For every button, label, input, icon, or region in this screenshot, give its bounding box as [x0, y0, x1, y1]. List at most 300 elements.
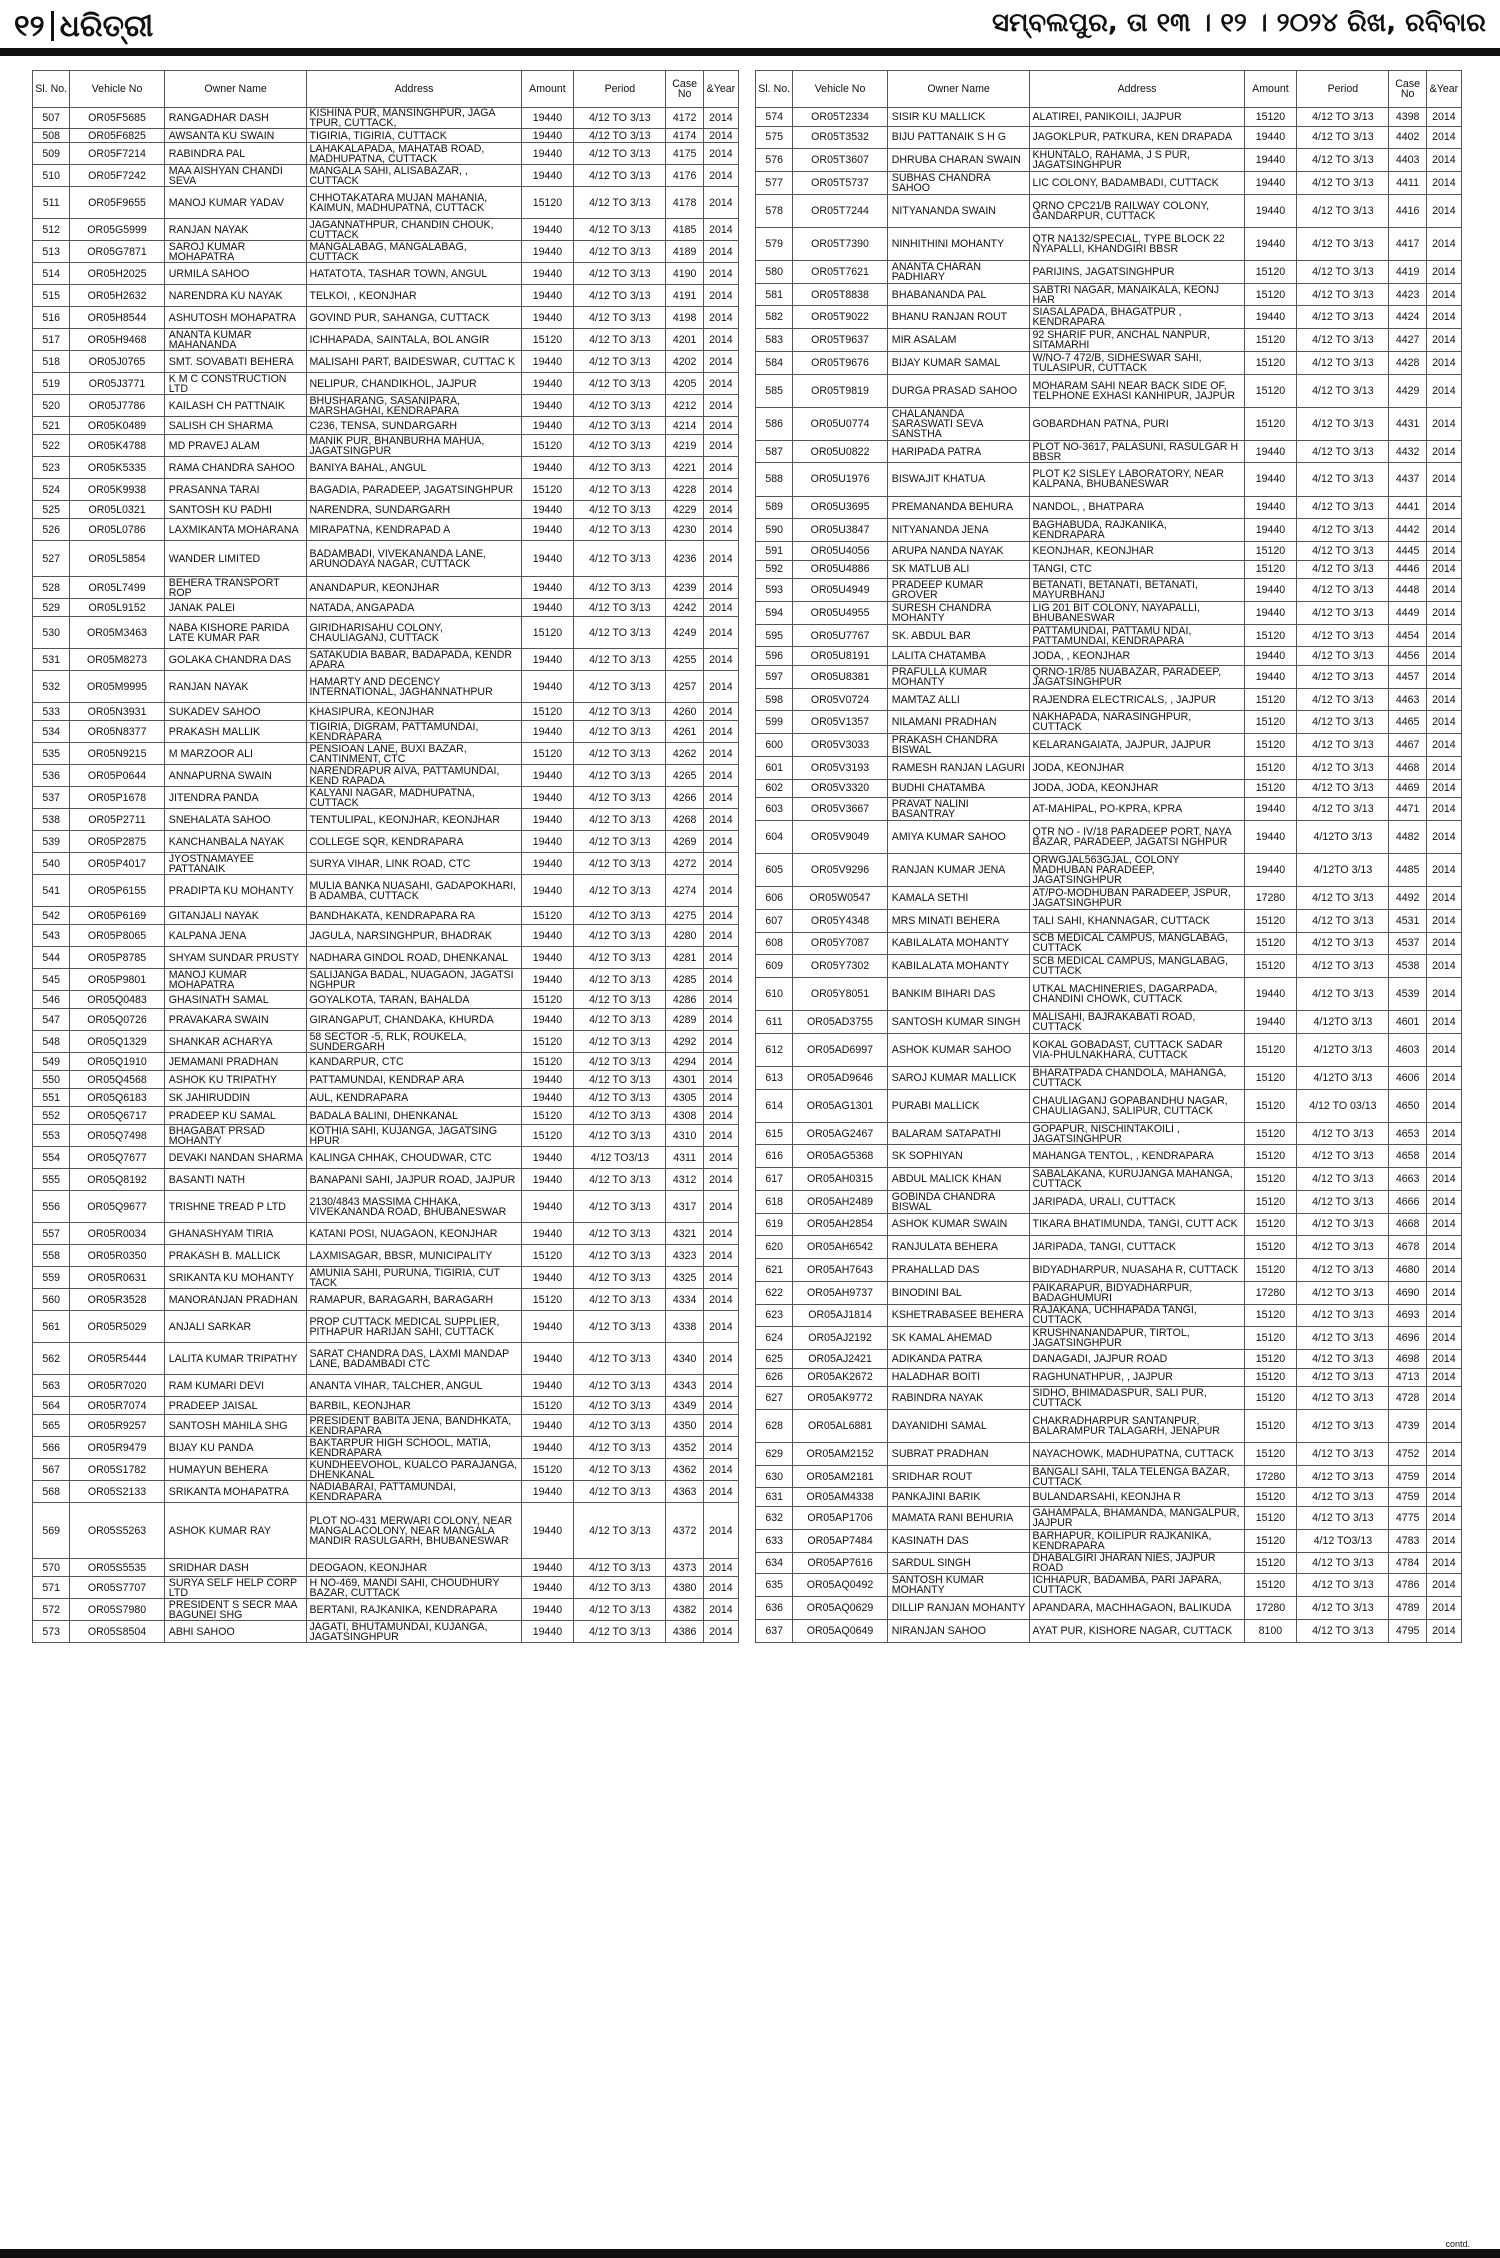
- cell-owner: GOLAKA CHANDRA DAS: [164, 649, 307, 671]
- cell-amount: 15120: [1244, 909, 1297, 932]
- table-row: [33, 219, 739, 241]
- cell-owner: KASINATH DAS: [887, 1529, 1030, 1552]
- table-row: [756, 1596, 1462, 1619]
- table-row: [756, 909, 1462, 932]
- cell-period: 4/12 TO 03/13: [1297, 1089, 1389, 1122]
- cell-year: 2014: [703, 1311, 738, 1343]
- cell-period: 4/12 TO 3/13: [574, 1599, 666, 1621]
- cell-slno: 532: [33, 671, 70, 703]
- cell-owner: SRIDHAR ROUT: [887, 1465, 1030, 1488]
- cell-vehicle: OR05Q1329: [70, 1031, 164, 1053]
- cell-amount: 19440: [521, 765, 574, 787]
- cell-year: 2014: [1426, 1089, 1461, 1122]
- cell-vehicle: OR05K5335: [70, 457, 164, 479]
- cell-address: KISHINA PUR, MANSINGHPUR, JAGA TPUR, CUTTACK,: [307, 108, 521, 129]
- table-row: [33, 1397, 739, 1415]
- cell-caseno: 4323: [666, 1245, 703, 1267]
- table-row: [756, 665, 1462, 688]
- cell-year: 2014: [703, 721, 738, 743]
- cell-vehicle: OR05V3667: [793, 798, 887, 821]
- cell-period: 4/12 TO 3/13: [1297, 283, 1389, 306]
- cell-vehicle: OR05U0774: [793, 407, 887, 440]
- cell-vehicle: OR05AL6881: [793, 1409, 887, 1442]
- cell-address: QRNO-1R/85 NUABAZAR, PARADEEP, JAGATSINGHPUR: [1030, 665, 1244, 688]
- cell-vehicle: OR05M8273: [70, 649, 164, 671]
- cell-address: W/NO-7 472/B, SIDHESWAR SAHI, TULASIPUR, CUTTACK: [1030, 351, 1244, 374]
- cell-caseno: 4198: [666, 307, 703, 329]
- cell-owner: ASHUTOSH MOHAPATRA: [164, 307, 307, 329]
- table-row: [33, 787, 739, 809]
- cell-period: 4/12 TO 3/13: [1297, 407, 1389, 440]
- cell-owner: HARIPADA PATRA: [887, 440, 1030, 463]
- cell-slno: 512: [33, 219, 70, 241]
- cell-slno: 518: [33, 351, 70, 373]
- cell-period: 4/12 TO 3/13: [574, 143, 666, 165]
- cell-slno: 587: [756, 440, 793, 463]
- cell-owner: JANAK PALEI: [164, 599, 307, 617]
- cell-amount: 19440: [1244, 854, 1297, 887]
- cell-year: 2014: [703, 501, 738, 519]
- cell-address: BAKTARPUR HIGH SCHOOL, MATIA, KENDRAPARA: [307, 1437, 521, 1459]
- cell-year: 2014: [703, 991, 738, 1009]
- cell-amount: 15120: [521, 1053, 574, 1071]
- table-row: [33, 875, 739, 907]
- table-row: [33, 1245, 739, 1267]
- cell-year: 2014: [703, 329, 738, 351]
- table-row: [33, 395, 739, 417]
- cell-period: 4/12 TO 3/13: [1297, 1213, 1389, 1236]
- table-row: [33, 1223, 739, 1245]
- cell-slno: 573: [33, 1621, 70, 1643]
- cell-year: 2014: [703, 1343, 738, 1375]
- cell-slno: 556: [33, 1191, 70, 1223]
- cell-slno: 618: [756, 1190, 793, 1213]
- tables-container: [32, 70, 1462, 1643]
- cell-year: 2014: [1426, 108, 1461, 127]
- cell-address: SARAT CHANDRA DAS, LAXMI MANDAP LANE, BADAMBADI CTC: [307, 1343, 521, 1375]
- cell-address: KRUSHNANANDAPUR, TIRTOL, JAGATSINGHPUR: [1030, 1327, 1244, 1350]
- cell-owner: BIJAY KUMAR SAMAL: [887, 351, 1030, 374]
- table-row: [756, 647, 1462, 666]
- cell-amount: 19440: [521, 1437, 574, 1459]
- table-row: [756, 440, 1462, 463]
- cell-caseno: 4398: [1389, 108, 1426, 127]
- cell-caseno: 4467: [1389, 734, 1426, 757]
- cell-caseno: 4340: [666, 1343, 703, 1375]
- cell-vehicle: OR05AM4338: [793, 1488, 887, 1507]
- cell-amount: 15120: [1244, 283, 1297, 306]
- left-table-body: [33, 108, 739, 1643]
- cell-owner: RANJULATA BEHERA: [887, 1236, 1030, 1259]
- cell-period: 4/12 TO 3/13: [574, 1169, 666, 1191]
- cell-owner: LALITA KUMAR TRIPATHY: [164, 1343, 307, 1375]
- cell-address: PARIJINS, JAGATSINGHPUR: [1030, 260, 1244, 283]
- cell-address: NARENDRA, SUNDARGARH: [307, 501, 521, 519]
- cell-vehicle: OR05P1678: [70, 787, 164, 809]
- cell-amount: 19440: [521, 417, 574, 435]
- cell-amount: 15120: [1244, 329, 1297, 352]
- cell-owner: MANORANJAN PRADHAN: [164, 1289, 307, 1311]
- cell-vehicle: OR05AG2467: [793, 1122, 887, 1145]
- cell-period: 4/12 TO 3/13: [1297, 624, 1389, 647]
- table-row: [756, 108, 1462, 127]
- col-period: Period: [574, 71, 666, 108]
- cell-amount: 19440: [521, 925, 574, 947]
- table-row: [756, 1443, 1462, 1466]
- cell-amount: 15120: [1244, 1304, 1297, 1327]
- cell-year: 2014: [1426, 1387, 1461, 1410]
- cell-slno: 551: [33, 1089, 70, 1107]
- table-row: [756, 1122, 1462, 1145]
- table-row: [756, 798, 1462, 821]
- cell-period: 4/12 TO 3/13: [574, 1107, 666, 1125]
- cell-vehicle: OR05AD9646: [793, 1066, 887, 1089]
- cell-caseno: 4312: [666, 1169, 703, 1191]
- cell-slno: 600: [756, 734, 793, 757]
- cell-year: 2014: [703, 373, 738, 395]
- cell-slno: 569: [33, 1503, 70, 1559]
- cell-amount: 19440: [1244, 496, 1297, 519]
- cell-owner: ASHOK KUMAR SAHOO: [887, 1033, 1030, 1066]
- cell-slno: 631: [756, 1488, 793, 1507]
- table-row: [756, 496, 1462, 519]
- cell-amount: 19440: [521, 1375, 574, 1397]
- cell-owner: DHRUBA CHARAN SWAIN: [887, 149, 1030, 172]
- cell-period: 4/12 TO 3/13: [1297, 887, 1389, 910]
- cell-slno: 628: [756, 1409, 793, 1442]
- cell-year: 2014: [1426, 1168, 1461, 1191]
- cell-address: MALISAHI PART, BAIDESWAR, CUTTAC K: [307, 351, 521, 373]
- cell-amount: 19440: [1244, 306, 1297, 329]
- cell-amount: 19440: [521, 263, 574, 285]
- cell-vehicle: OR05AJ1814: [793, 1304, 887, 1327]
- cell-owner: WANDER LIMITED: [164, 541, 307, 577]
- cell-year: 2014: [1426, 260, 1461, 283]
- cell-year: 2014: [1426, 1304, 1461, 1327]
- cell-address: APANDARA, MACHHAGAON, BALIKUDA: [1030, 1596, 1244, 1619]
- cell-slno: 622: [756, 1281, 793, 1304]
- cell-address: BETANATI, BETANATI, BETANATI, MAYURBHANJ: [1030, 579, 1244, 602]
- cell-address: PLOT K2 SISLEY LABORATORY, NEAR KALPANA, BHUBANESWAR: [1030, 463, 1244, 496]
- cell-address: BADAMBADI, VIVEKANANDA LANE, ARUNODAYA NAGAR, CUTTACK: [307, 541, 521, 577]
- cell-caseno: 4469: [1389, 779, 1426, 798]
- cell-vehicle: OR05K9938: [70, 479, 164, 501]
- table-row: [33, 853, 739, 875]
- cell-owner: BEHERA TRANSPORT ROP: [164, 577, 307, 599]
- table-row: [756, 734, 1462, 757]
- cell-amount: 19440: [521, 108, 574, 129]
- cell-slno: 535: [33, 743, 70, 765]
- cell-caseno: 4539: [1389, 978, 1426, 1011]
- cell-address: KUNDHEEVOHOL, KUALCO PARAJANGA, DHENKANAL: [307, 1459, 521, 1481]
- cell-year: 2014: [1426, 1350, 1461, 1369]
- cell-period: 4/12 TO 3/13: [574, 1053, 666, 1071]
- cell-caseno: 4783: [1389, 1529, 1426, 1552]
- cell-vehicle: OR05U3695: [793, 496, 887, 519]
- cell-year: 2014: [703, 907, 738, 925]
- cell-caseno: 4445: [1389, 541, 1426, 560]
- cell-owner: JEMAMANI PRADHAN: [164, 1053, 307, 1071]
- cell-period: 4/12 TO 3/13: [574, 457, 666, 479]
- cell-address: CHHOTAKATARA MUJAN MAHANIA, KAIMUN, MADHUPATNA, CUTTACK: [307, 187, 521, 219]
- cell-address: BARBIL, KEONJHAR: [307, 1397, 521, 1415]
- cell-owner: SK JAHIRUDDIN: [164, 1089, 307, 1107]
- cell-year: 2014: [703, 457, 738, 479]
- table-row: [33, 1169, 739, 1191]
- cell-amount: 15120: [1244, 932, 1297, 955]
- cell-caseno: 4424: [1389, 306, 1426, 329]
- col-year: &Year: [1426, 71, 1461, 108]
- cell-owner: SUBRAT PRADHAN: [887, 1443, 1030, 1466]
- cell-vehicle: OR05U0822: [793, 440, 887, 463]
- cell-period: 4/12 TO 3/13: [1297, 329, 1389, 352]
- cell-caseno: 4752: [1389, 1443, 1426, 1466]
- cell-owner: MIR ASALAM: [887, 329, 1030, 352]
- cell-owner: PRAFULLA KUMAR MOHANTY: [887, 665, 1030, 688]
- cell-year: 2014: [703, 351, 738, 373]
- cell-owner: ANANTA CHARAN PADHIARY: [887, 260, 1030, 283]
- cell-period: 4/12 TO 3/13: [574, 417, 666, 435]
- cell-owner: RANJAN NAYAK: [164, 671, 307, 703]
- cell-year: 2014: [1426, 1327, 1461, 1350]
- cell-owner: RANGADHAR DASH: [164, 108, 307, 129]
- masthead: [14, 6, 1486, 46]
- cell-address: PATTAMUNDAI, PATTAMU NDAI, PATTAMUNDAI, KENDRAPARA: [1030, 624, 1244, 647]
- cell-caseno: 4739: [1389, 1409, 1426, 1442]
- cell-vehicle: OR05Q7498: [70, 1125, 164, 1147]
- cell-period: 4/12TO 3/13: [1297, 1011, 1389, 1034]
- cell-owner: BHABANANDA PAL: [887, 283, 1030, 306]
- cell-amount: 19440: [521, 969, 574, 991]
- cell-slno: 626: [756, 1368, 793, 1387]
- cell-caseno: 4373: [666, 1559, 703, 1577]
- cell-slno: 590: [756, 519, 793, 542]
- cell-amount: 19440: [521, 285, 574, 307]
- cell-address: ICHHAPUR, BADAMBA, PARI JAPARA, CUTTACK: [1030, 1574, 1244, 1597]
- cell-caseno: 4242: [666, 599, 703, 617]
- cell-caseno: 4454: [1389, 624, 1426, 647]
- cell-owner: MANOJ KUMAR MOHAPATRA: [164, 969, 307, 991]
- cell-year: 2014: [1426, 440, 1461, 463]
- cell-amount: 19440: [521, 165, 574, 187]
- cell-caseno: 4229: [666, 501, 703, 519]
- cell-caseno: 4175: [666, 143, 703, 165]
- cell-owner: SANTOSH KUMAR MOHANTY: [887, 1574, 1030, 1597]
- cell-period: 4/12 TO 3/13: [574, 1481, 666, 1503]
- cell-address: MANIK PUR, BHANBURHA MAHUA, JAGATSINGPUR: [307, 435, 521, 457]
- cell-address: QTR NO - IV/18 PARADEEP PORT, NAYA BAZAR, PARADEEP, JAGATSI NGHPUR: [1030, 820, 1244, 853]
- cell-period: 4/12 TO 3/13: [1297, 665, 1389, 688]
- cell-caseno: 4606: [1389, 1066, 1426, 1089]
- cell-year: 2014: [1426, 126, 1461, 149]
- cell-caseno: 4352: [666, 1437, 703, 1459]
- table-row: [756, 1574, 1462, 1597]
- cell-amount: 19440: [1244, 798, 1297, 821]
- cell-amount: 15120: [1244, 1259, 1297, 1282]
- cell-address: 58 SECTOR -5, RLK, ROUKELA, SUNDERGARH: [307, 1031, 521, 1053]
- cell-caseno: 4274: [666, 875, 703, 907]
- cell-slno: 595: [756, 624, 793, 647]
- cell-period: 4/12 TO 3/13: [1297, 172, 1389, 195]
- cell-owner: SHANKAR ACHARYA: [164, 1031, 307, 1053]
- cell-address: BERTANI, RAJKANIKA, KENDRAPARA: [307, 1599, 521, 1621]
- cell-slno: 581: [756, 283, 793, 306]
- cell-period: 4/12 TO 3/13: [574, 1503, 666, 1559]
- cell-address: BIDYADHARPUR, NUASAHA R, CUTTACK: [1030, 1259, 1244, 1282]
- cell-slno: 616: [756, 1145, 793, 1168]
- table-row: [756, 1145, 1462, 1168]
- cell-address: JODA, JODA, KEONJHAR: [1030, 779, 1244, 798]
- cell-amount: 15120: [1244, 1066, 1297, 1089]
- cell-address: QRWGJAL563GJAL, COLONY MADHUBAN PARADEEP, JAGATSINGHPUR: [1030, 854, 1244, 887]
- cell-owner: SAROJ KUMAR MALLICK: [887, 1066, 1030, 1089]
- cell-caseno: 4301: [666, 1071, 703, 1089]
- cell-vehicle: OR05Y7302: [793, 955, 887, 978]
- cell-period: 4/12 TO 3/13: [574, 743, 666, 765]
- cell-year: 2014: [1426, 1619, 1461, 1642]
- cell-period: 4/12 TO 3/13: [1297, 955, 1389, 978]
- cell-slno: 582: [756, 306, 793, 329]
- cell-vehicle: OR05S5535: [70, 1559, 164, 1577]
- cell-amount: 15120: [521, 703, 574, 721]
- table-row: [33, 435, 739, 457]
- cell-address: RAJAKANA, UCHHAPADA TANGI, CUTTACK: [1030, 1304, 1244, 1327]
- table-row: [33, 263, 739, 285]
- cell-period: 4/12 TO 3/13: [574, 787, 666, 809]
- table-row: [756, 779, 1462, 798]
- bottom-rule: [0, 2249, 1500, 2258]
- cell-owner: SRIKANTA KU MOHANTY: [164, 1267, 307, 1289]
- cell-owner: K M C CONSTRUCTION LTD: [164, 373, 307, 395]
- table-row: [33, 1375, 739, 1397]
- table-row: [33, 1267, 739, 1289]
- table-row: [33, 541, 739, 577]
- cell-address: NAYACHOWK, MADHUPATNA, CUTTACK: [1030, 1443, 1244, 1466]
- cell-year: 2014: [703, 809, 738, 831]
- cell-period: 4/12 TO 3/13: [1297, 496, 1389, 519]
- cell-amount: 19440: [1244, 172, 1297, 195]
- cell-year: 2014: [703, 875, 738, 907]
- cell-year: 2014: [703, 479, 738, 501]
- divider: [51, 11, 54, 41]
- cell-year: 2014: [703, 1071, 738, 1089]
- cell-slno: 625: [756, 1350, 793, 1369]
- cell-owner: RANJAN KUMAR JENA: [887, 854, 1030, 887]
- cell-address: BARHAPUR, KOILIPUR RAJKANIKA, KENDRAPARA: [1030, 1529, 1244, 1552]
- cell-owner: BINODINI BAL: [887, 1281, 1030, 1304]
- cell-caseno: 4363: [666, 1481, 703, 1503]
- cell-owner: SISIR KU MALLICK: [887, 108, 1030, 127]
- cell-vehicle: OR05AD6997: [793, 1033, 887, 1066]
- cell-amount: 19440: [521, 307, 574, 329]
- cell-owner: TRISHNE TREAD P LTD: [164, 1191, 307, 1223]
- cell-address: JARIPADA, TANGI, CUTTACK: [1030, 1236, 1244, 1259]
- table-row: [756, 978, 1462, 1011]
- cell-caseno: 4286: [666, 991, 703, 1009]
- cell-owner: MAA AISHYAN CHANDI SEVA: [164, 165, 307, 187]
- cell-slno: 558: [33, 1245, 70, 1267]
- cell-year: 2014: [1426, 1409, 1461, 1442]
- table-row: [756, 601, 1462, 624]
- cell-caseno: 4759: [1389, 1465, 1426, 1488]
- cell-owner: ASHOK KUMAR RAY: [164, 1503, 307, 1559]
- cell-caseno: 4268: [666, 809, 703, 831]
- cell-amount: 19440: [521, 457, 574, 479]
- cell-address: PATTAMUNDAI, KENDRAP ARA: [307, 1071, 521, 1089]
- cell-address: JAGULA, NARSINGHPUR, BHADRAK: [307, 925, 521, 947]
- cell-owner: ABHI SAHOO: [164, 1621, 307, 1643]
- cell-period: 4/12 TO 3/13: [1297, 1281, 1389, 1304]
- table-row: [756, 126, 1462, 149]
- cell-address: AT-MAHIPAL, PO-KPRA, KPRA: [1030, 798, 1244, 821]
- cell-owner: JYOSTNAMAYEE PATTANAIK: [164, 853, 307, 875]
- col-owner: Owner Name: [887, 71, 1030, 108]
- cell-amount: 15120: [521, 991, 574, 1009]
- table-row: [756, 1281, 1462, 1304]
- table-row: [33, 501, 739, 519]
- cell-period: 4/12 TO 3/13: [1297, 798, 1389, 821]
- cell-slno: 627: [756, 1387, 793, 1410]
- cell-slno: 579: [756, 227, 793, 260]
- col-caseno: Case No: [1389, 71, 1426, 108]
- cell-year: 2014: [703, 671, 738, 703]
- cell-caseno: 4437: [1389, 463, 1426, 496]
- cell-slno: 559: [33, 1267, 70, 1289]
- cell-address: TELKOI, , KEONJHAR: [307, 285, 521, 307]
- cell-year: 2014: [703, 129, 738, 143]
- cell-year: 2014: [703, 143, 738, 165]
- table-row: [756, 463, 1462, 496]
- cell-caseno: 4178: [666, 187, 703, 219]
- cell-year: 2014: [703, 285, 738, 307]
- cell-owner: PRADIPTA KU MOHANTY: [164, 875, 307, 907]
- cell-vehicle: OR05L5854: [70, 541, 164, 577]
- cell-vehicle: OR05U4949: [793, 579, 887, 602]
- cell-vehicle: OR05P9801: [70, 969, 164, 991]
- cell-caseno: 4236: [666, 541, 703, 577]
- cell-address: GOBARDHAN PATNA, PURI: [1030, 407, 1244, 440]
- cell-vehicle: OR05P8065: [70, 925, 164, 947]
- table-row: [33, 1343, 739, 1375]
- cell-slno: 514: [33, 263, 70, 285]
- cell-amount: 15120: [1244, 1409, 1297, 1442]
- cell-amount: 19440: [521, 1503, 574, 1559]
- cell-owner: RAMESH RANJAN LAGURI: [887, 756, 1030, 779]
- cell-address: SIASALAPADA, BHAGATPUR , KENDRAPARA: [1030, 306, 1244, 329]
- cell-period: 4/12 TO 3/13: [1297, 519, 1389, 542]
- cell-vehicle: OR05U4056: [793, 541, 887, 560]
- cell-owner: GITANJALI NAYAK: [164, 907, 307, 925]
- cell-slno: 519: [33, 373, 70, 395]
- cell-owner: MAMTAZ ALLI: [887, 688, 1030, 711]
- cell-year: 2014: [1426, 351, 1461, 374]
- cell-year: 2014: [1426, 1213, 1461, 1236]
- table-row: [756, 283, 1462, 306]
- cell-year: 2014: [703, 165, 738, 187]
- cell-address: JODA, , KEONJHAR: [1030, 647, 1244, 666]
- cell-year: 2014: [1426, 306, 1461, 329]
- cell-address: BHARATPADA CHANDOLA, MAHANGA, CUTTACK: [1030, 1066, 1244, 1089]
- cell-vehicle: OR05R9257: [70, 1415, 164, 1437]
- cell-period: 4/12 TO 3/13: [1297, 1619, 1389, 1642]
- cell-address: GIRIDHARISAHU COLONY, CHAULIAGANJ, CUTTACK: [307, 617, 521, 649]
- cell-amount: 19440: [521, 1169, 574, 1191]
- cell-amount: 19440: [521, 1599, 574, 1621]
- cell-owner: BHAGABAT PRSAD MOHANTY: [164, 1125, 307, 1147]
- cell-period: 4/12 TO 3/13: [1297, 1168, 1389, 1191]
- cell-vehicle: OR05U4955: [793, 601, 887, 624]
- cell-year: 2014: [703, 853, 738, 875]
